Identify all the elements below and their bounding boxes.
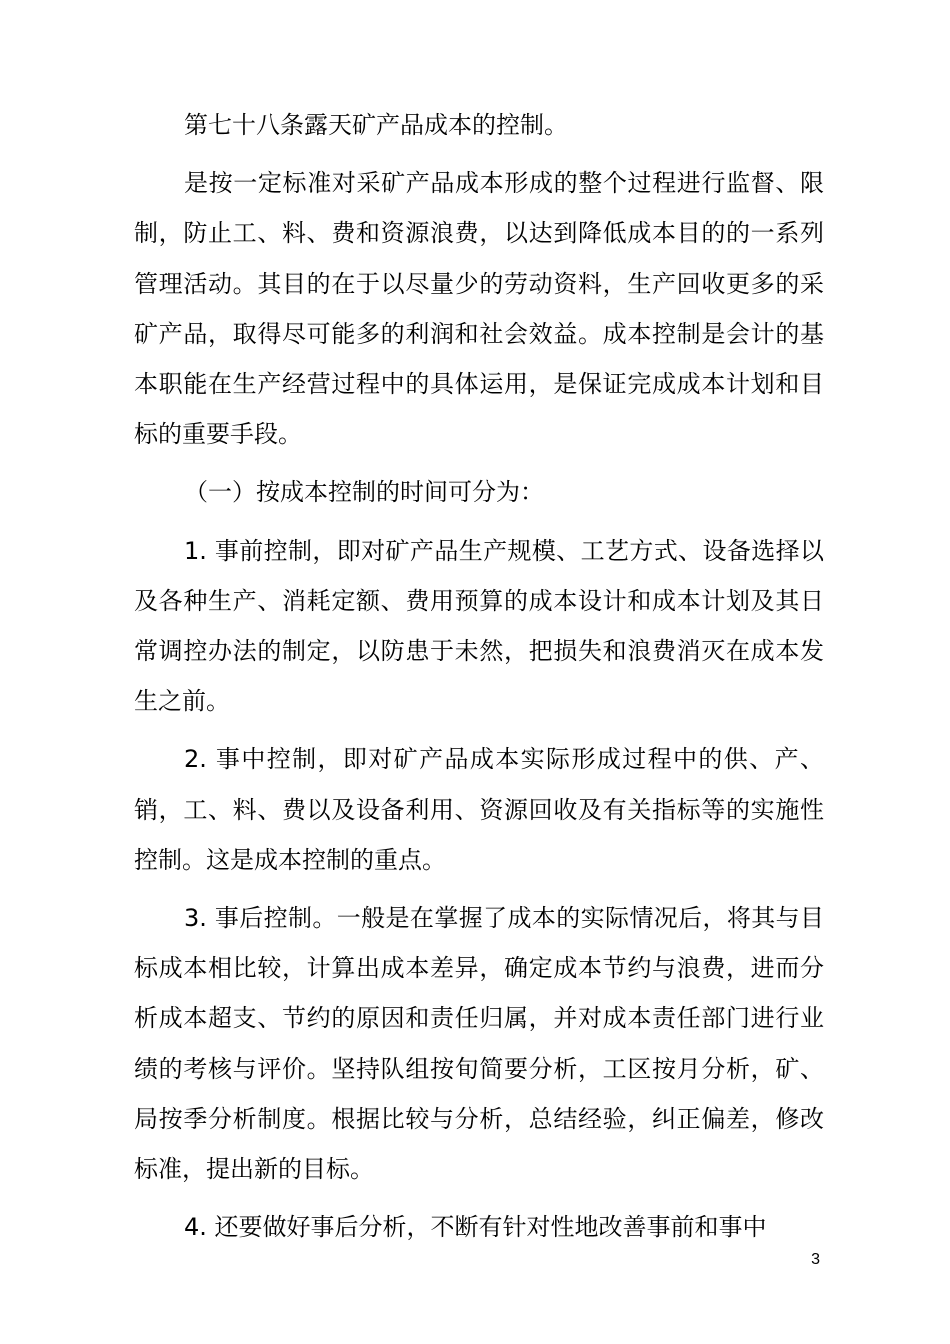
item-2-paragraph: 2. 事中控制，即对矿产品成本实际形成过程中的供、产、销，工、料、费以及设备利用、资源回收及有关指标等的实施性控制。这是成本控制的重点。 — [134, 745, 824, 874]
article-heading: 第七十八条露天矿产品成本的控制。 — [184, 111, 568, 139]
document-body — [134, 100, 824, 1260]
definition-paragraph: 是按一定标准对采矿产品成本形成的整个过程进行监督、限制，防止工、料、费和资源浪费，以达到降低成本目的的一系列管理活动。其目的在于以尽量少的劳动资料，生产回收更多的采矿产品，取得尽可能多的利润和社会效益。成本控制是会计的基本职能在生产经营过程中的具体运用，是保证完成成本计划和目标的重要手段。 — [134, 169, 824, 449]
page-number: 3 — [811, 1251, 820, 1268]
section-heading-time: （一）按成本控制的时间可分为： — [184, 478, 544, 507]
item-4-paragraph: 4. 还要做好事后分析，不断有针对性地改善事前和事中 — [184, 1213, 767, 1242]
item-1-paragraph: 1. 事前控制，即对矿产品生产规模、工艺方式、设备选择以及各种生产、消耗定额、费用预算的成本设计和成本计划及其日常调控办法的制定，以防患于未然，把损失和浪费消灭在成本发生之前。 — [134, 536, 824, 716]
item-3-paragraph: 3. 事后控制。一般是在掌握了成本的实际情况后，将其与目标成本相比较，计算出成本差异，确定成本节约与浪费，进而分析成本超支、节约的原因和责任归属，并对成本责任部门进行业绩的考核与评价。坚持队组按旬简要分析，工区按月分析，矿、局按季分析制度。根据比较与分析，总结经验，纠正偏差，修改标准，提出新的目标。 — [134, 904, 824, 1184]
